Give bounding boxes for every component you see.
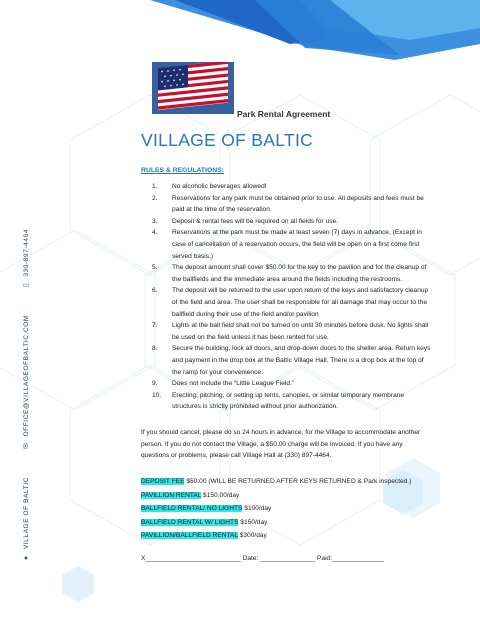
rule-text: No alcoholic beverages allowed!	[172, 183, 267, 190]
location-pin-icon: ●	[22, 555, 30, 560]
rule-number: 7.	[152, 322, 158, 330]
sidebar-phone: 330-897-4464	[22, 228, 30, 277]
fee-row-pavillion	[141, 489, 461, 503]
fee-label: DEPOSIT FEE	[141, 478, 185, 485]
rule-text: Secure the building, lock all doors, and drop-down doors to the shelter area. Return keys and payment in the drop box at the Baltic Village Hall. There is a drop box at the top of the ramp for your convenience.	[172, 345, 431, 376]
rule-number: 8.	[152, 345, 158, 353]
fee-label: PAVILLION RENTAL	[141, 491, 202, 499]
rule-text: Reservations at the park must be made at least seven (7) days in advance, (Except in case of cancellation of a reservation occurs, the field will be open on a first come first served basis.)	[172, 229, 422, 260]
fee-value: $150/day	[238, 518, 268, 526]
rule-text: Erecting, pitching, or setting up tents, canopies, or similar temporary membrane structures is strictly prohibited without prior authorization.	[172, 391, 404, 411]
list-item	[150, 227, 455, 262]
rule-number: 1.	[152, 183, 158, 190]
document-title: Park Rental Agreement	[237, 109, 331, 119]
rule-text: Lights at the ball field shall not be turned on until 30 minutes before dusk. No lights shall be used on the field unless it has been rented for use.	[172, 322, 429, 341]
fee-value: $50.00 (WILL BE RETURNED AFTER KEYS RETURNED & Park inspected.)	[184, 478, 412, 485]
fee-label: BALLFIELD RENTAL W/ LIGHTS	[141, 518, 239, 526]
rule-text: Reservations for any park must be obtained prior to use. All deposits and fees must be paid at the time of the reservation.	[172, 194, 424, 214]
signature-line: X__________________________ Date: _______________ Paid:______________	[141, 555, 384, 562]
rules-heading: RULES & REGULATIONS:	[141, 167, 224, 174]
list-item	[150, 216, 455, 228]
fee-row-pavillion-ballfield	[141, 529, 461, 543]
fee-value: $100/day	[242, 505, 272, 513]
list-item	[150, 181, 455, 193]
rule-text: The deposit amount shall cover $50.00 for the key to the pavilion and for the cleanup of the ballfields and the immediate area around the fields including the restrooms.	[172, 264, 427, 283]
rule-number: 9.	[152, 380, 158, 388]
email-icon: ✉	[23, 442, 30, 449]
list-item	[150, 378, 455, 390]
fee-value: $300/day	[237, 532, 267, 540]
fee-row-ballfield-lights	[141, 516, 461, 530]
rule-number: 5.	[152, 264, 158, 272]
top-banner	[0, 0, 480, 70]
rule-number: 2.	[152, 194, 158, 202]
list-item	[150, 262, 455, 285]
list-item	[150, 193, 455, 216]
fee-list	[141, 475, 461, 543]
village-title: VILLAGE OF BALTIC	[141, 130, 314, 150]
fee-value: $150.00/day	[201, 491, 240, 499]
rule-number: 3.	[152, 217, 158, 225]
cancellation-paragraph: If you should cancel, please do so 24 hours in advance, for the Village to accommodate another person. If you do not contact the Village, a $50.00 charge will be invoiced. If you have any questions or problems, please call Village Hall at (330) 897-4464.	[141, 429, 421, 460]
list-item	[150, 343, 455, 378]
rule-number: 6.	[152, 287, 158, 295]
sidebar-email: OFFICE@VILLAGEOFBALTIC.COM	[22, 315, 30, 437]
fee-row-deposit	[141, 475, 461, 489]
rule-text: Does not include the “Little League Field.”	[172, 380, 295, 388]
rule-number: 10.	[152, 391, 162, 399]
rule-number: 4.	[152, 229, 158, 237]
rule-text: Deposit & rental fees will be required on all fields for use.	[172, 217, 339, 225]
list-item	[150, 320, 455, 343]
list-item	[150, 390, 455, 413]
phone-icon: ▯	[23, 282, 30, 288]
american-flag-image	[152, 62, 234, 114]
sidebar-contact	[22, 229, 30, 560]
fee-label: PAVILLION/BALLFIELD RENTAL	[141, 532, 238, 540]
rule-text: The deposit will be returned to the user upon return of the keys and satisfactory cleanup of the field and area. The user shall be responsible for all damage that may occur to the ballfield during their use of the field and/or pavilion	[172, 287, 429, 318]
list-item	[150, 285, 455, 320]
fee-label: BALLFIELD RENTAL/ NO LIGHTS	[141, 505, 243, 513]
fee-row-ballfield-no-lights	[141, 502, 461, 516]
rules-list	[150, 181, 455, 413]
sidebar-org: VILLAGE OF BALTIC	[22, 476, 30, 550]
